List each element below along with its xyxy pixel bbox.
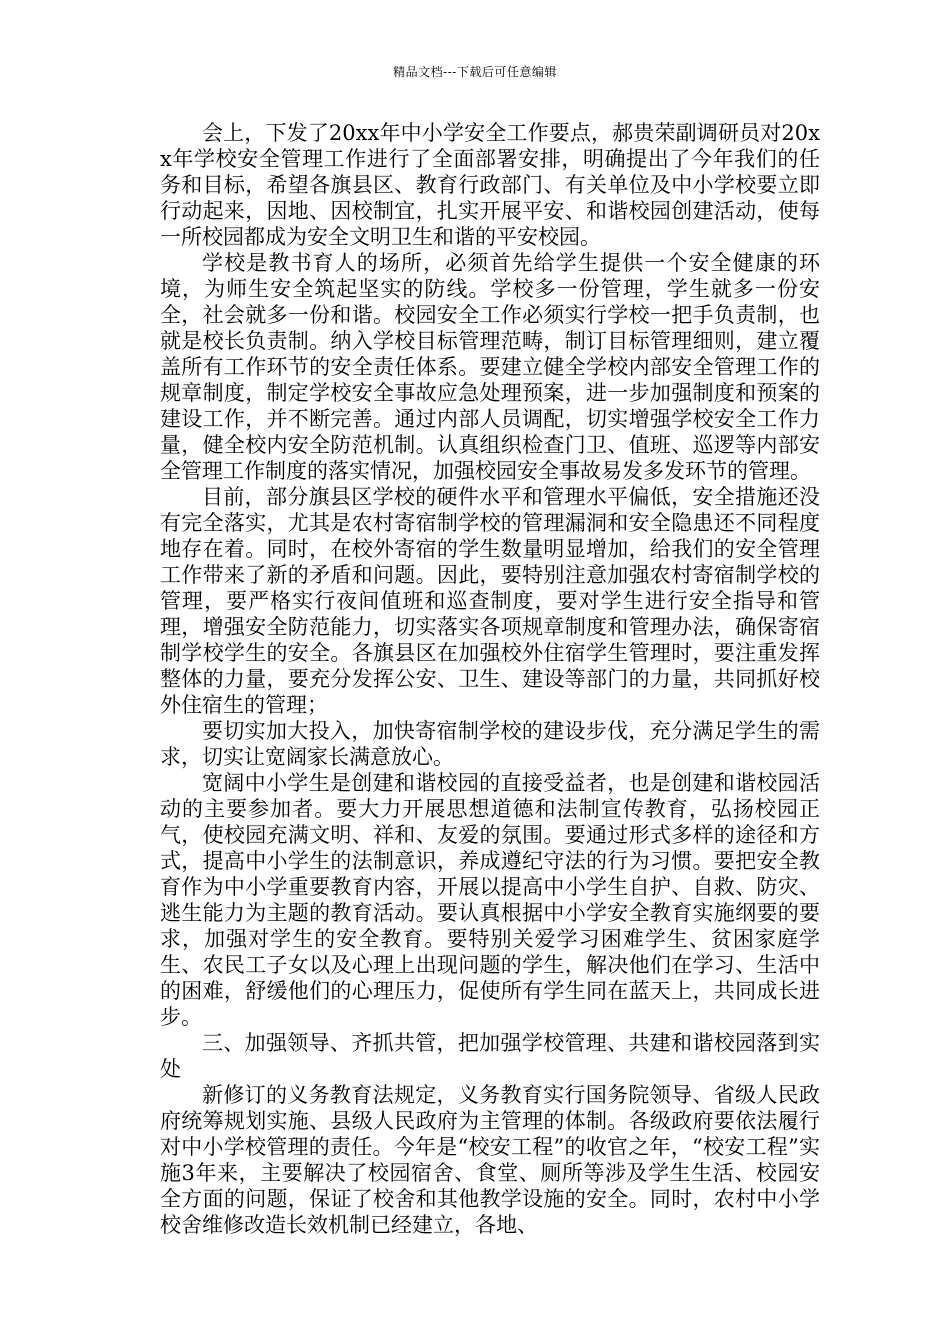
paragraph-7: 新修订的义务教育法规定，义务教育实行国务院领导、省级人民政府统筹规划实施、县级人民政府为主管理的体制。各级政府要依法履行对中小学校管理的责任。今年是“校安工程”的收官之年，“校安工程”实施3年来，主要解决了校园宿舍、食堂、厕所等涉及学生生活、校园安全方面的问题，保证了校舍和其他教学设施的安全。同时，农村中小学校舍维修改造长效机制已经建立，各地、 xyxy=(160,1083,820,1237)
paragraph-2: 学校是教书育人的场所，必须首先给学生提供一个安全健康的环境，为师生安全筑起坚实的防线。学校多一份管理，学生就多一份安全，社会就多一份和谐。校园安全工作必须实行学校一把手负责制，也就是校长负责制。纳入学校目标管理范畴，制订目标管理细则，建立覆盖所有工作环节的安全责任体系。要建立健全学校内部安全管理工作的规章制度，制定学校安全事故应急处理预案，进一步加强制度和预案的建设工作，并不断完善。通过内部人员调配，切实增强学校安全工作力量，健全校内安全防范机制。认真组织检查门卫、值班、巡逻等内部安全管理工作制度的落实情况，加强校园安全事故易发多发环节的管理。 xyxy=(160,251,820,483)
page-header: 精品文档---下载后可任意编辑 xyxy=(393,65,557,79)
section-heading-3: 三、加强领导、齐抓共管，把加强学校管理、共建和谐校园落到实处 xyxy=(160,1031,820,1081)
paragraph-3: 目前，部分旗县区学校的硬件水平和管理水平偏低，安全措施还没有完全落实，尤其是农村寄宿制学校的管理漏洞和安全隐患还不同程度地存在着。同时，在校外寄宿的学生数量明显增加，给我们的安全管理工作带来了新的矛盾和问题。因此，要特别注意加强农村寄宿制学校的管理，要严格实行夜间值班和巡查制度，要对学生进行安全指导和管理，增强安全防范能力，切实落实各项规章制度和管理办法，确保寄宿制学校学生的安全。各旗县区在加强校外住宿学生管理时，要注重发挥整体的力量，要充分发挥公安、卫生、建设等部门的力量，共同抓好校外住宿生的管理； xyxy=(160,485,820,717)
paragraph-1: 会上，下发了20xx年中小学安全工作要点，郝贵荣副调研员对20xx年学校安全管理工作进行了全面部署安排，明确提出了今年我们的任务和目标，希望各旗县区、教育行政部门、有关单位及中小学校要立即行动起来，因地、因校制宜，扎实开展平安、和谐校园创建活动，使每一所校园都成为安全文明卫生和谐的平安校园。 xyxy=(160,121,820,249)
document-body xyxy=(160,120,820,1238)
paragraph-4: 要切实加大投入，加快寄宿制学校的建设步伐，充分满足学生的需求，切实让宽阔家长满意放心。 xyxy=(160,719,820,769)
paragraph-5: 宽阔中小学生是创建和谐校园的直接受益者，也是创建和谐校园活动的主要参加者。要大力开展思想道德和法制宣传教育，弘扬校园正气，使校园充满文明、祥和、友爱的氛围。要通过形式多样的途径和方式，提高中小学生的法制意识，养成遵纪守法的行为习惯。要把安全教育作为中小学重要教育内容，开展以提高中小学生自护、自救、防灾、逃生能力为主题的教育活动。要认真根据中小学安全教育实施纲要的要求，加强对学生的安全教育。要特别关爱学习困难学生、贫困家庭学生、农民工子女以及心理上出现问题的学生，解决他们在学习、生活中的困难，舒缓他们的心理压力，促使所有学生同在蓝天上，共同成长进步。 xyxy=(160,771,820,1029)
